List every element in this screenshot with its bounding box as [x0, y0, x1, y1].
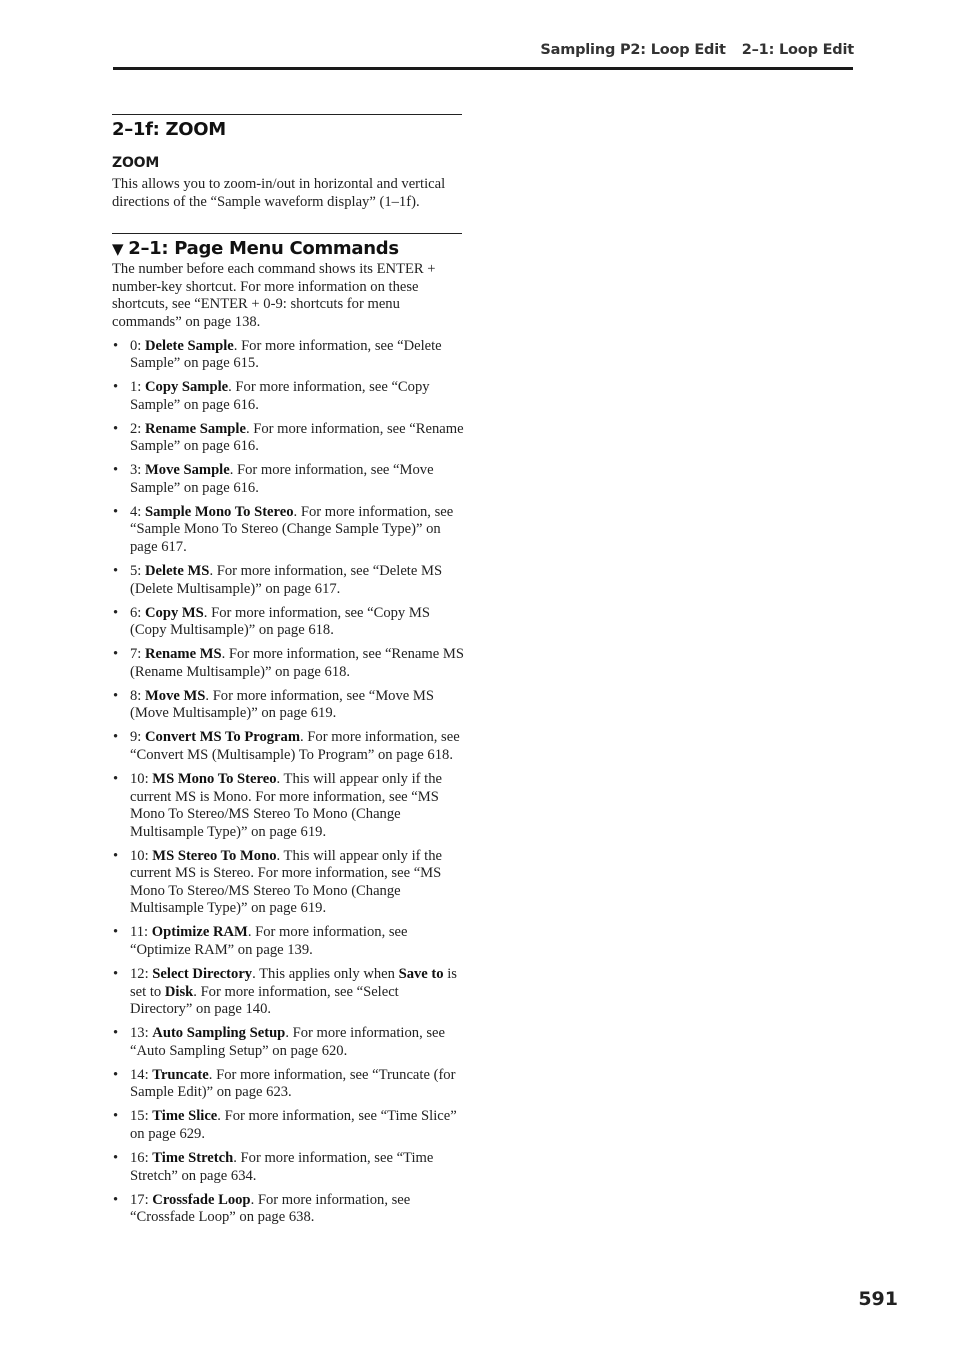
- command-name: Truncate: [152, 1066, 209, 1083]
- command-name: Optimize RAM: [151, 924, 248, 941]
- command-number: 0:: [130, 337, 145, 354]
- command-setting-name: Save to: [398, 966, 444, 983]
- command-name: Delete Sample: [145, 337, 234, 354]
- command-description: is set to: [130, 966, 457, 1000]
- list-item: [112, 462, 464, 497]
- command-name: Auto Sampling Setup: [152, 1025, 286, 1042]
- command-number: 9:: [130, 729, 145, 746]
- command-name: MS Stereo To Mono: [152, 847, 277, 864]
- triangle-marker-icon: ▼: [112, 240, 124, 259]
- command-description: . For more information, see “Sample Mono To Stereo (Change Sample Type)” on page 617.: [130, 503, 454, 556]
- command-name: MS Mono To Stereo: [152, 770, 277, 787]
- list-item: [112, 421, 464, 456]
- command-number: 8:: [130, 687, 145, 704]
- command-name: Move Sample: [145, 462, 230, 479]
- page-menu-heading-text: 2–1: Page Menu Commands: [128, 238, 399, 260]
- list-item: [112, 504, 464, 557]
- list-item: [112, 1150, 464, 1185]
- page-number: 591: [858, 1288, 898, 1310]
- command-name: Sample Mono To Stereo: [145, 503, 294, 520]
- command-number: 13:: [130, 1025, 153, 1042]
- content-column: [112, 114, 464, 1233]
- command-number: 5:: [130, 563, 145, 580]
- list-item: [112, 379, 464, 414]
- list-item: [112, 1192, 464, 1227]
- command-description: . For more information, see “Select Directory” on page 140.: [130, 983, 399, 1018]
- command-description: . For more information, see “Time Slice” on page 629.: [130, 1108, 457, 1142]
- list-item: [112, 688, 464, 723]
- command-name: Copy Sample: [145, 379, 229, 396]
- command-name: Delete MS: [145, 563, 210, 580]
- command-number: 12:: [130, 966, 153, 983]
- command-description: . For more information, see “Crossfade Loop” on page 638.: [130, 1191, 411, 1226]
- command-description: . This applies only when: [252, 966, 399, 983]
- command-description: . For more information, see “Rename MS (Rename Multisample)” on page 618.: [130, 646, 464, 680]
- list-item: [112, 848, 464, 918]
- list-item: [112, 1108, 464, 1143]
- command-number: 4:: [130, 503, 145, 520]
- command-number: 17:: [130, 1191, 153, 1208]
- section-rule: [112, 233, 462, 234]
- command-description: . For more information, see “Copy Sample” on page 616.: [130, 379, 430, 413]
- command-description: . For more information, see “Truncate (for Sample Edit)” on page 623.: [130, 1066, 456, 1101]
- command-name: Rename MS: [145, 646, 222, 663]
- command-number: 3:: [130, 462, 145, 479]
- section-rule: [112, 114, 462, 115]
- command-description: . For more information, see “Move Sample” on page 616.: [130, 462, 434, 496]
- command-description: . For more information, see “Delete Sample” on page 615.: [130, 337, 442, 372]
- command-description: . For more information, see “Optimize RAM” on page 139.: [130, 924, 408, 959]
- command-number: 14:: [130, 1066, 153, 1083]
- running-header-subsection: 2–1: Loop Edit: [741, 42, 854, 58]
- command-name: Crossfade Loop: [152, 1191, 251, 1208]
- command-name: Select Directory: [152, 966, 253, 983]
- command-name: Rename Sample: [145, 420, 246, 437]
- list-item: [112, 338, 464, 373]
- command-number: 15:: [130, 1108, 153, 1125]
- list-item: [112, 1025, 464, 1060]
- running-header-section: Sampling P2: Loop Edit: [540, 42, 726, 58]
- zoom-heading: 2–1f: ZOOM: [112, 119, 226, 140]
- command-name: Time Stretch: [152, 1149, 234, 1166]
- command-description: . For more information, see “Auto Sampling Setup” on page 620.: [130, 1025, 445, 1059]
- command-name: Copy MS: [145, 604, 204, 621]
- command-description: . For more information, see “Copy MS (Copy Multisample)” on page 618.: [130, 604, 430, 639]
- list-item: [112, 1067, 464, 1102]
- page-menu-intro: The number before each command shows its ENTER + number-key shortcut. For more information on these shortcuts, see “ENTER + 0-9: shortcuts for menu commands” on page 138.: [112, 261, 436, 330]
- page-menu-heading: [112, 237, 464, 261]
- list-item: [112, 924, 464, 959]
- command-number: 7:: [130, 646, 145, 663]
- header-rule: [113, 67, 853, 70]
- command-number: 10:: [130, 770, 153, 787]
- command-number: 2:: [130, 420, 145, 437]
- command-number: 11:: [130, 924, 152, 941]
- command-description: . This will appear only if the current MS is Stereo. For more information, see “MS Mono To Stereo/MS Stereo To Mono (Change Multisample Type)” on page 619.: [130, 847, 442, 917]
- list-item: [112, 563, 464, 598]
- command-list: [112, 338, 464, 1227]
- command-description: . For more information, see “Time Stretch” on page 634.: [130, 1149, 434, 1184]
- list-item: [112, 729, 464, 764]
- zoom-subheading: ZOOM: [112, 155, 160, 171]
- command-description: . For more information, see “Move MS (Move Multisample)” on page 619.: [130, 687, 434, 722]
- command-setting-value: Disk: [164, 983, 194, 1000]
- list-item: [112, 966, 464, 1019]
- list-item: [112, 646, 464, 681]
- list-item: [112, 605, 464, 640]
- running-header: [540, 42, 854, 58]
- command-description: . For more information, see “Convert MS (Multisample) To Program” on page 618.: [130, 729, 460, 763]
- zoom-description: This allows you to zoom-in/out in horizontal and vertical directions of the “Sample waveform display” (1–1f).: [112, 176, 446, 210]
- command-number: 1:: [130, 379, 145, 396]
- command-description: . For more information, see “Delete MS (Delete Multisample)” on page 617.: [130, 563, 443, 597]
- list-item: [112, 771, 464, 841]
- command-name: Time Slice: [152, 1108, 218, 1125]
- command-number: 6:: [130, 604, 145, 621]
- command-description: . For more information, see “Rename Sample” on page 616.: [130, 420, 464, 455]
- command-number: 16:: [130, 1149, 153, 1166]
- command-name: Convert MS To Program: [145, 729, 300, 746]
- command-description: . This will appear only if the current MS is Mono. For more information, see “MS Mono To Stereo/MS Stereo To Mono (Change Multisample Type)” on page 619.: [130, 770, 442, 840]
- command-name: Move MS: [145, 687, 206, 704]
- command-number: 10:: [130, 847, 153, 864]
